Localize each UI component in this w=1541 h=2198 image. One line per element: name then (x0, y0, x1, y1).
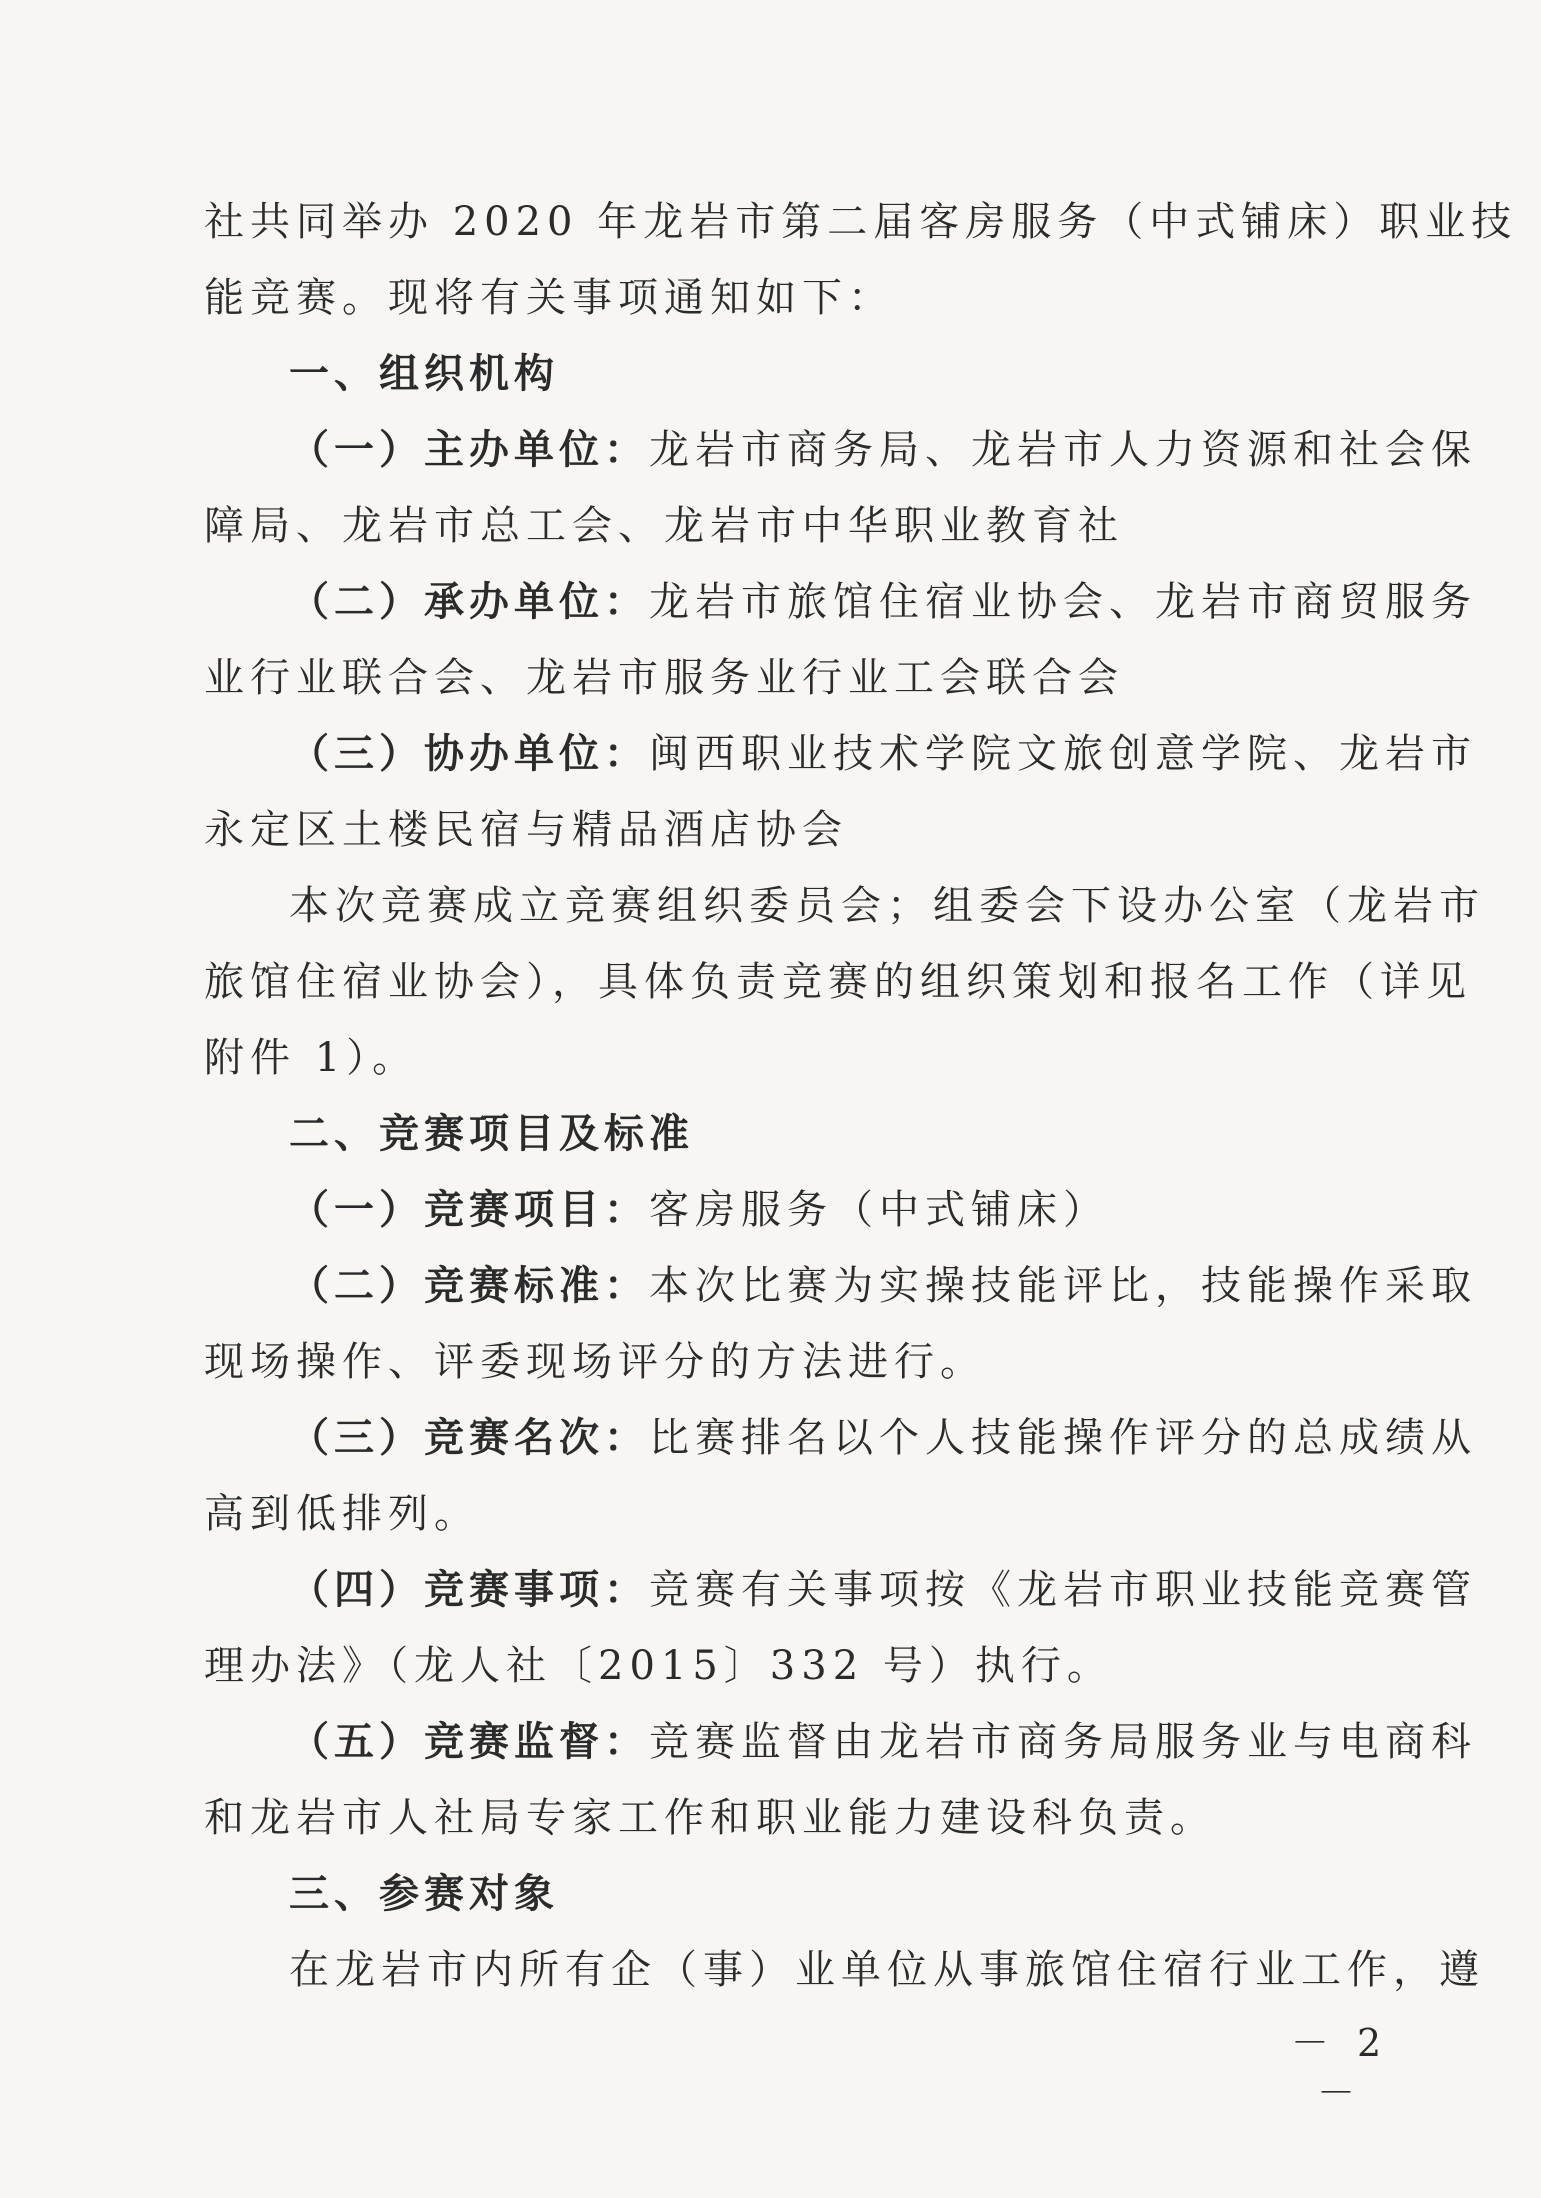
item-text: 竞赛监督由龙岩市商务局服务业与电商科 (649, 1719, 1477, 1765)
section-heading: 二、竞赛项目及标准 (289, 1111, 694, 1157)
body-line: 障局、龙岩市总工会、龙岩市中华职业教育社 (204, 503, 1124, 549)
section-heading: 一、组织机构 (289, 351, 559, 397)
item-label: （四）竞赛事项： (289, 1567, 649, 1613)
body-line: 理办法》（龙人社〔2015〕332 号）执行。 (204, 1643, 1113, 1689)
body-line (289, 420, 1477, 480)
body-line (289, 1256, 1477, 1316)
item-text: 客房服务（中式铺床） (649, 1187, 1109, 1233)
item-text: 竞赛有关事项按《龙岩市职业技能竞赛管 (649, 1567, 1477, 1613)
body-line: 社共同举办 2020 年龙岩市第二届客房服务（中式铺床）职业技 (204, 199, 1518, 245)
item-label: （五）竞赛监督： (289, 1719, 649, 1765)
body-line: 现场操作、评委现场评分的方法进行。 (204, 1339, 986, 1385)
body-line: 附件 1）。 (204, 1035, 419, 1081)
item-text: 龙岩市旅馆住宿业协会、龙岩市商贸服务 (649, 579, 1477, 625)
body-line (289, 724, 1477, 784)
item-text: 闽西职业技术学院文旅创意学院、龙岩市 (649, 731, 1477, 777)
body-line: 能竞赛。现将有关事项通知如下： (204, 275, 894, 321)
page-number: － 2 － (1290, 2021, 1390, 2115)
body-line (289, 1712, 1477, 1772)
body-line (289, 572, 1477, 632)
item-label: （一）竞赛项目： (289, 1187, 649, 1233)
body-line: 业行业联合会、龙岩市服务业行业工会联合会 (204, 655, 1124, 701)
item-label: （一）主办单位： (289, 427, 649, 473)
body-line: 永定区土楼民宿与精品酒店协会 (204, 807, 848, 853)
body-line (289, 1560, 1477, 1620)
item-label: （三）竞赛名次： (289, 1415, 649, 1461)
item-text: 比赛排名以个人技能操作评分的总成绩从 (649, 1415, 1477, 1461)
body-line: 本次竞赛成立竞赛组织委员会；组委会下设办公室（龙岩市 (289, 883, 1485, 929)
item-label: （二）竞赛标准： (289, 1263, 649, 1309)
item-label: （二）承办单位： (289, 579, 649, 625)
item-text: 本次比赛为实操技能评比，技能操作采取 (649, 1263, 1477, 1309)
body-line: 在龙岩市内所有企（事）业单位从事旅馆住宿行业工作，遵 (289, 1947, 1485, 1993)
body-line (289, 1408, 1477, 1468)
body-line (289, 1180, 1374, 1240)
section-heading: 三、参赛对象 (289, 1871, 559, 1917)
item-label: （三）协办单位： (289, 731, 649, 777)
body-line: 高到低排列。 (204, 1491, 480, 1537)
body-line: 旅馆住宿业协会），具体负责竞赛的组织策划和报名工作（详见 (204, 959, 1472, 1005)
body-line: 和龙岩市人社局专家工作和职业能力建设科负责。 (204, 1795, 1216, 1841)
item-text: 龙岩市商务局、龙岩市人力资源和社会保 (649, 427, 1477, 473)
